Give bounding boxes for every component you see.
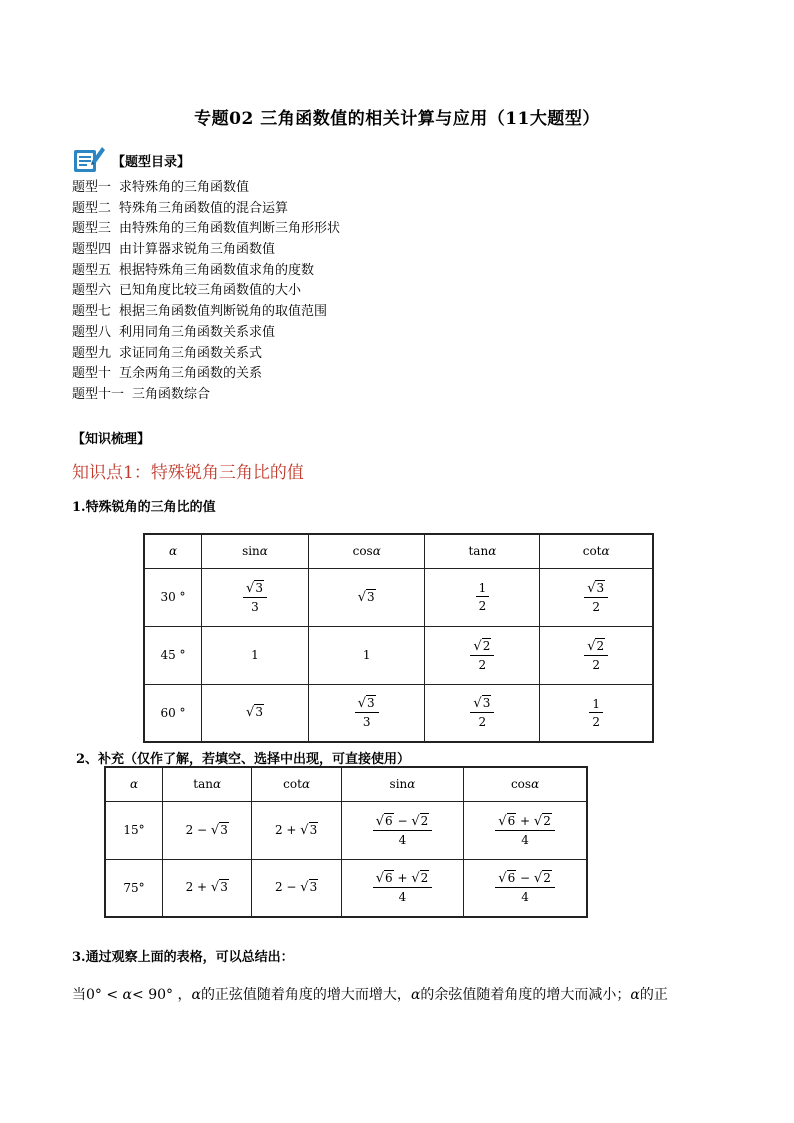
special-angle-table	[143, 533, 654, 743]
denominator: 3	[362, 715, 371, 730]
numerator	[495, 815, 555, 831]
radicand: 6	[507, 813, 516, 828]
section1-title: 1.特殊锐角的三角比的值	[72, 500, 216, 515]
toc-item-num: 题型八	[72, 324, 112, 340]
angle-cell: 15°	[105, 801, 163, 859]
radicand: 2	[420, 813, 429, 828]
section2-title: 2、补充（仅作了解，若填空、选择中出现，可直接使用）	[76, 752, 411, 767]
radicand: 6	[507, 871, 516, 886]
value-cell	[341, 801, 463, 859]
sqrt-expression	[376, 814, 394, 828]
value-cell: 1	[202, 626, 309, 684]
value-cell	[202, 684, 309, 742]
table-header-row	[105, 767, 587, 801]
section3-title: 3.通过观察上面的表格，可以总结出：	[72, 950, 294, 965]
fraction	[495, 815, 555, 846]
denominator: 4	[521, 890, 529, 905]
radicand: 3	[309, 880, 318, 895]
radicand: 6	[384, 871, 393, 886]
denominator: 2	[592, 657, 600, 672]
radicand: 3	[309, 822, 318, 837]
table-row	[105, 859, 587, 917]
value-cell	[464, 859, 587, 917]
numerator-expression: √6 + √2	[498, 813, 551, 829]
radicand: 3	[367, 589, 375, 604]
radical-sign: √	[246, 580, 255, 596]
fraction	[495, 872, 555, 903]
sqrt-expression	[246, 581, 264, 595]
fraction	[373, 815, 433, 846]
value-cell: 2 + √3	[252, 801, 341, 859]
toc-item-num: 题型三	[72, 221, 112, 237]
value-cell	[308, 568, 424, 626]
numerator	[470, 697, 494, 713]
angle-cell: 45 °	[144, 626, 202, 684]
fraction	[470, 640, 494, 671]
angle-cell: 30 °	[144, 568, 202, 626]
value-cell	[308, 684, 424, 742]
radicand: 2	[596, 638, 605, 653]
radical-sign: √	[300, 880, 309, 896]
sqrt-expression	[211, 880, 229, 894]
toc-heading: 【题型目录】	[112, 154, 191, 170]
table-row	[144, 626, 653, 684]
sqrt-expression	[411, 871, 429, 885]
sqrt-expression	[358, 590, 376, 604]
toc-item-num: 题型二	[72, 200, 112, 216]
value-cell	[425, 568, 540, 626]
toc-item[interactable]	[72, 240, 340, 261]
table-header-row	[144, 534, 653, 568]
numerator-expression: √6 + √2	[375, 871, 429, 887]
denominator: 4	[521, 832, 529, 847]
radicand: 2	[543, 813, 551, 828]
numerator	[243, 582, 267, 598]
toc-item-text: 三角函数综合	[132, 386, 211, 402]
toc-item-text: 已知角度比较三角函数值的大小	[119, 283, 302, 299]
numerator	[373, 815, 433, 831]
radicand: 2	[543, 871, 551, 886]
sqrt-expression	[300, 823, 318, 837]
radicand: 2	[420, 871, 429, 886]
radical-sign: √	[300, 822, 309, 838]
value-cell	[202, 568, 309, 626]
knowledge-heading: 【知识梳理】	[72, 432, 151, 447]
radicand: 3	[367, 696, 375, 711]
numerator	[584, 582, 608, 598]
sqrt-expression	[376, 871, 394, 885]
denominator: 2	[592, 714, 600, 729]
toc-heading-row	[72, 142, 190, 176]
radical-sign: √	[357, 696, 367, 712]
header-alpha: α	[105, 767, 163, 801]
fraction	[589, 698, 603, 728]
sqrt-expression	[473, 696, 491, 710]
radical-sign: √	[473, 638, 482, 654]
sqrt-expression	[473, 639, 491, 653]
value-cell: 1	[308, 626, 424, 684]
toc-item[interactable]	[72, 178, 340, 199]
summary-paragraph: 当0° < α< 90° ，α的正弦值随着角度的增大而增大，α的余弦值随着角度的增大而减小；α的正	[72, 987, 668, 1003]
toc-item[interactable]	[72, 323, 340, 344]
toc-item[interactable]	[72, 261, 340, 282]
supplement-table	[104, 766, 588, 918]
toc-item[interactable]	[72, 302, 340, 323]
numerator	[373, 872, 433, 888]
toc-item[interactable]	[72, 364, 340, 385]
numerator	[355, 697, 379, 713]
numerator-expression: √6 − √2	[498, 871, 551, 887]
toc-item-num: 题型四	[72, 242, 112, 258]
fraction	[584, 640, 608, 671]
toc-item-num: 题型十	[72, 366, 112, 382]
table-row	[144, 568, 653, 626]
header-cos: cosα	[308, 534, 424, 568]
radical-sign: √	[246, 705, 255, 721]
numerator	[495, 872, 555, 888]
numerator-expression: √6 − √2	[375, 813, 429, 829]
radical-sign: √	[375, 813, 384, 829]
toc-list	[72, 178, 340, 406]
radicand: 3	[255, 705, 263, 720]
sqrt-expression	[587, 581, 605, 595]
radicand: 6	[384, 813, 393, 828]
denominator: 2	[592, 599, 600, 614]
denominator: 4	[398, 890, 407, 905]
header-alpha: α	[144, 534, 202, 568]
document-title: 专题02 三角函数值的相关计算与应用（11大题型）	[194, 109, 600, 129]
radicand: 3	[482, 696, 491, 711]
toc-item-text: 特殊角三角函数值的混合运算	[119, 200, 289, 216]
toc-item-text: 求特殊角的三角函数值	[119, 180, 250, 195]
radical-sign: √	[587, 638, 596, 654]
radical-sign: √	[587, 580, 596, 596]
numerator	[470, 640, 494, 656]
fraction	[476, 582, 490, 612]
value-cell: 2 − √3	[163, 801, 252, 859]
radical-sign: √	[357, 589, 367, 605]
sqrt-expression	[498, 814, 516, 828]
radicand: 3	[596, 580, 605, 595]
value-cell	[540, 568, 653, 626]
radical-sign: √	[411, 813, 420, 829]
radicand: 3	[220, 822, 228, 837]
knowledge-point-title: 知识点1：特殊锐角三角比的值	[72, 463, 304, 483]
toc-item-num: 题型一	[72, 180, 112, 195]
toc-item-text: 根据特殊角三角函数值求角的度数	[119, 262, 315, 278]
value-cell: 2 + √3	[163, 859, 252, 917]
radical-sign: √	[498, 871, 507, 887]
denominator: 3	[251, 599, 259, 614]
value-cell	[540, 626, 653, 684]
radical-sign: √	[533, 871, 543, 887]
table-row	[105, 801, 587, 859]
toc-item-num: 题型九	[72, 345, 112, 361]
toc-item-text: 根据三角函数值判断锐角的取值范围	[119, 304, 328, 320]
toc-item-text: 由计算器求锐角三角函数值	[119, 242, 276, 258]
numerator: 1	[476, 582, 490, 597]
numerator	[584, 640, 608, 656]
denominator: 2	[478, 657, 487, 672]
fraction	[355, 697, 379, 728]
toc-item-text: 由特殊角的三角函数值判断三角形形状	[119, 221, 341, 237]
radicand: 2	[482, 638, 491, 653]
sqrt-expression	[587, 639, 605, 653]
header-sin: sinα	[341, 767, 463, 801]
header-sin: sinα	[202, 534, 309, 568]
denominator: 4	[398, 832, 407, 847]
header-tan: tanα	[163, 767, 252, 801]
sqrt-expression	[534, 814, 552, 828]
radical-sign: √	[210, 822, 220, 838]
toc-item-num: 题型五	[72, 262, 112, 278]
fraction	[373, 872, 433, 903]
toc-item[interactable]	[72, 219, 340, 240]
value-cell	[425, 626, 540, 684]
denominator: 2	[478, 715, 487, 730]
toc-item[interactable]	[72, 385, 340, 406]
header-tan: tanα	[425, 534, 540, 568]
toc-item[interactable]	[72, 344, 340, 365]
notepad-pencil-icon	[72, 143, 106, 175]
table-row	[144, 684, 653, 742]
radical-sign: √	[411, 871, 420, 887]
radicand: 3	[220, 880, 228, 895]
header-cot: cotα	[540, 534, 653, 568]
value-cell	[341, 859, 463, 917]
fraction	[584, 582, 608, 613]
radical-sign: √	[210, 880, 220, 896]
sqrt-expression	[411, 814, 429, 828]
radical-sign: √	[498, 813, 507, 829]
angle-cell: 75°	[105, 859, 163, 917]
toc-item-num: 题型十一	[72, 386, 125, 402]
denominator: 2	[478, 599, 487, 613]
fraction	[470, 697, 494, 728]
toc-item-text: 求证同角三角函数关系式	[119, 345, 263, 361]
toc-item-text: 利用同角三角函数关系求值	[119, 324, 276, 340]
radical-sign: √	[375, 871, 384, 887]
toc-item[interactable]	[72, 199, 340, 220]
toc-item[interactable]	[72, 281, 340, 302]
sqrt-expression	[498, 871, 516, 885]
radicand: 3	[255, 580, 263, 595]
sqrt-expression	[211, 823, 229, 837]
sqrt-expression	[300, 880, 318, 894]
radical-sign: √	[473, 696, 482, 712]
sqrt-expression	[358, 696, 376, 710]
toc-item-num: 题型六	[72, 283, 112, 299]
numerator: 1	[589, 698, 603, 713]
fraction	[243, 582, 267, 613]
value-cell	[464, 801, 587, 859]
header-cot: cotα	[252, 767, 341, 801]
value-cell: 2 − √3	[252, 859, 341, 917]
radical-sign: √	[533, 813, 543, 829]
toc-item-text: 互余两角三角函数的关系	[119, 366, 263, 382]
sqrt-expression	[534, 871, 552, 885]
value-cell	[425, 684, 540, 742]
sqrt-expression	[246, 705, 264, 719]
header-cos: cosα	[464, 767, 587, 801]
toc-item-num: 题型七	[72, 304, 112, 320]
value-cell	[540, 684, 653, 742]
angle-cell: 60 °	[144, 684, 202, 742]
